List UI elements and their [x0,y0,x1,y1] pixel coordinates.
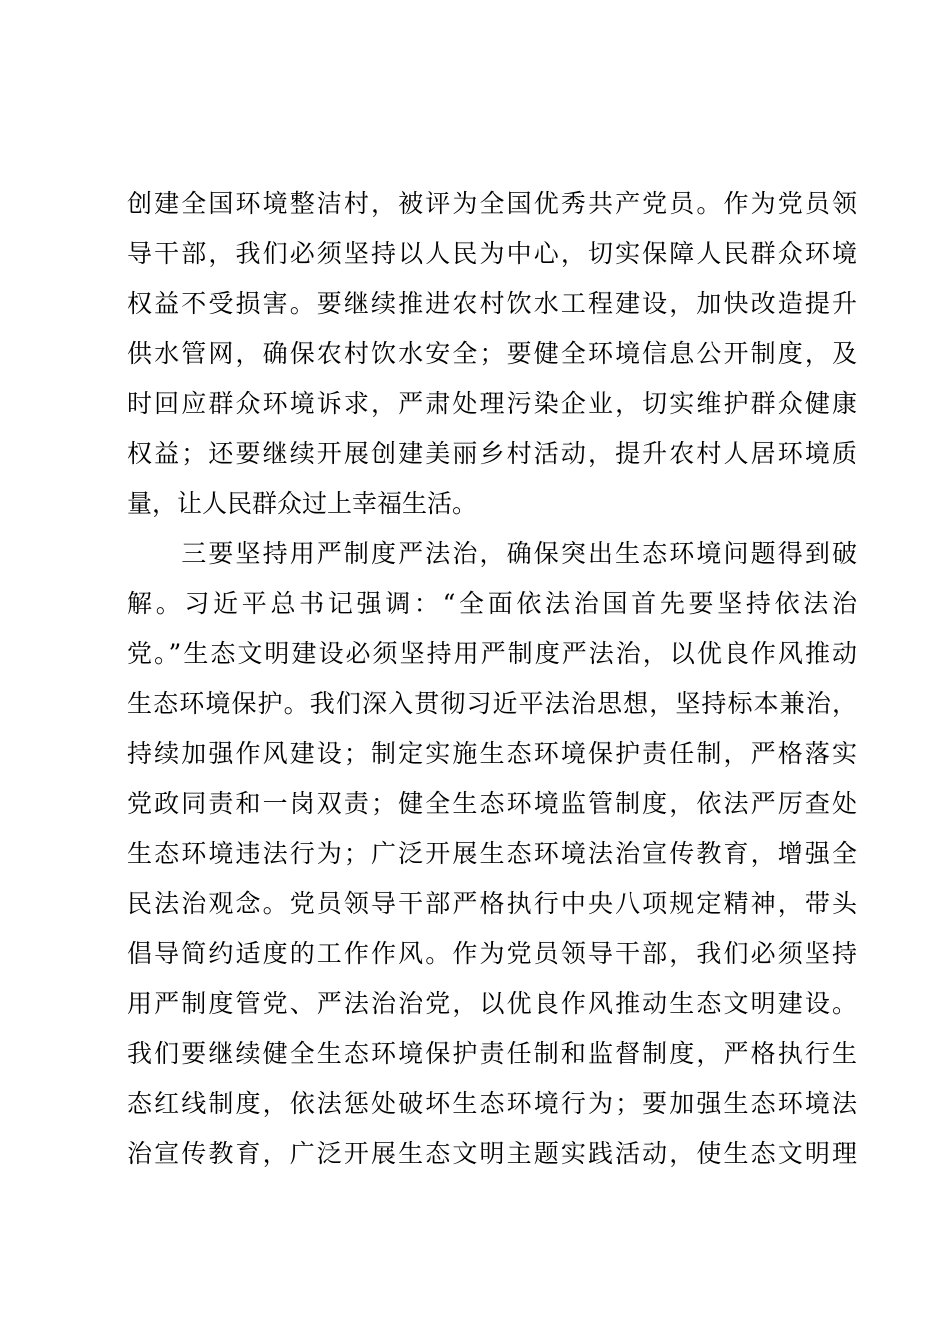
text-line: 创建全国环境整洁村，被评为全国优秀共产党员。作为党员领 [127,189,857,218]
text-line: 权益不受损害。要继续推进农村饮水工程建设，加快改造提升 [127,289,857,318]
text-line: 权益；还要继续开展创建美丽乡村活动，提升农村人居环境质 [127,439,857,468]
text-line: 生态环境违法行为；广泛开展生态环境法治宣传教育，增强全 [127,839,857,868]
text-line: 持续加强作风建设；制定实施生态环境保护责任制，严格落实 [127,739,857,768]
body-text [127,179,857,1179]
text-line: 治宣传教育，广泛开展生态文明主题实践活动，使生态文明理 [127,1139,857,1168]
text-line: 时回应群众环境诉求，严肃处理污染企业，切实维护群众健康 [127,389,857,418]
text-line: 党。”生态文明建设必须坚持用严制度严法治，以优良作风推动 [127,639,857,668]
text-line: 民法治观念。党员领导干部严格执行中央八项规定精神，带头 [127,889,857,918]
text-line: 导干部，我们必须坚持以人民为中心，切实保障人民群众环境 [127,239,857,268]
text-line: 供水管网，确保农村饮水安全；要健全环境信息公开制度，及 [127,339,857,368]
text-line: 我们要继续健全生态环境保护责任制和监督制度，严格执行生 [127,1039,857,1068]
text-line: 党政同责和一岗双责；健全生态环境监管制度，依法严厉查处 [127,789,857,818]
text-line: 量，让人民群众过上幸福生活。 [127,489,478,518]
text-line: 用严制度管党、严法治治党，以优良作风推动生态文明建设。 [127,989,857,1018]
text-line: 三要坚持用严制度严法治，确保突出生态环境问题得到破 [127,539,857,568]
text-line: 态红线制度，依法惩处破坏生态环境行为；要加强生态环境法 [127,1089,857,1118]
text-line: 生态环境保护。我们深入贯彻习近平法治思想，坚持标本兼治， [127,689,857,718]
text-line: 解。习近平总书记强调：“全面依法治国首先要坚持依法治 [127,589,857,618]
text-line: 倡导简约适度的工作作风。作为党员领导干部，我们必须坚持 [127,939,857,968]
